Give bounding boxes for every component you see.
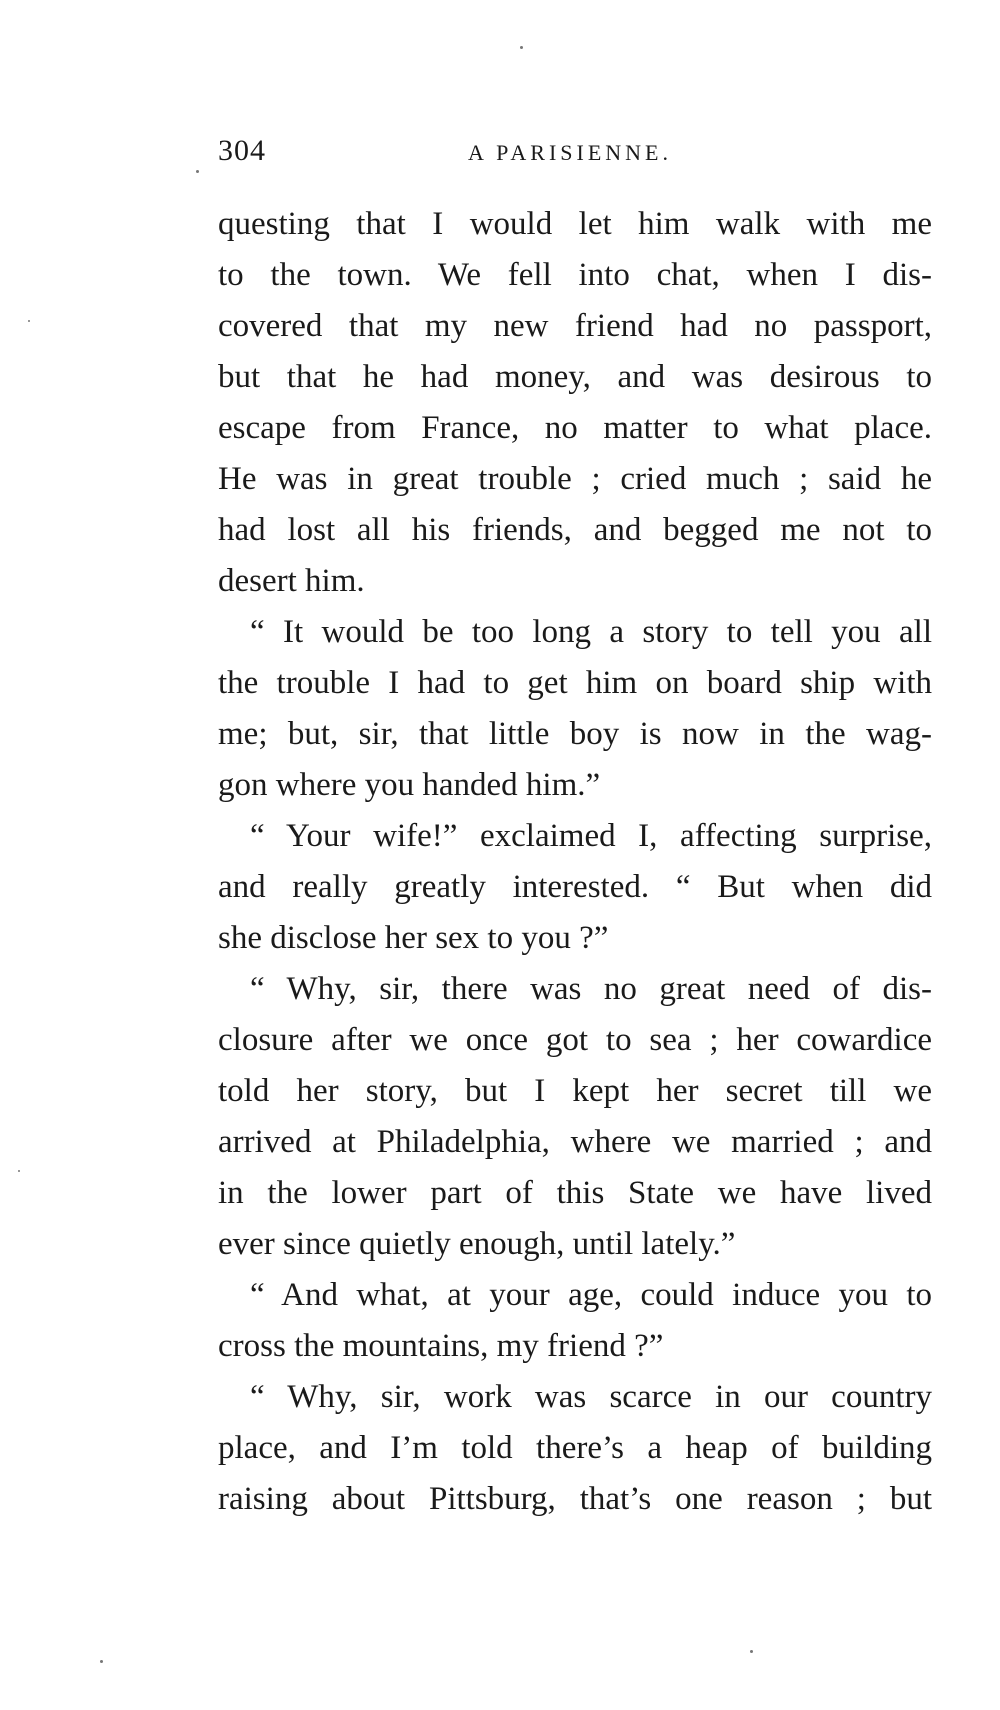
text-line: He was in great trouble ; cried much ; said he bbox=[218, 461, 932, 497]
running-title: A PARISIENNE. bbox=[468, 140, 672, 165]
text-line: but that he had money, and was desirous to bbox=[218, 359, 932, 395]
paper-speck bbox=[28, 320, 30, 322]
text-line: in the lower part of this State we have lived bbox=[218, 1175, 932, 1211]
text-line: desert him. bbox=[218, 563, 365, 599]
text-line: to the town. We fell into chat, when I dis- bbox=[218, 257, 932, 293]
paper-speck bbox=[18, 1170, 20, 1172]
text-line: the trouble I had to get him on board ship with bbox=[218, 665, 932, 701]
body-text bbox=[218, 199, 932, 1525]
text-line: closure after we once got to sea ; her cowardice bbox=[218, 1022, 932, 1058]
paper-speck bbox=[196, 170, 199, 173]
text-line: “ Your wife!” exclaimed I, affecting surprise, bbox=[250, 818, 932, 854]
text-line: me; but, sir, that little boy is now in the wag- bbox=[218, 716, 932, 752]
text-line: escape from France, no matter to what place. bbox=[218, 410, 932, 446]
paragraph bbox=[218, 964, 932, 1270]
text-line: and really greatly interested. “ But when did bbox=[218, 869, 932, 905]
text-line: “ It would be too long a story to tell you all bbox=[250, 614, 932, 650]
paragraph bbox=[218, 199, 932, 607]
paragraph bbox=[218, 1372, 932, 1525]
page-number: 304 bbox=[218, 134, 266, 167]
paper-speck bbox=[100, 1660, 103, 1663]
text-line: told her story, but I kept her secret till we bbox=[218, 1073, 932, 1109]
text-line: cross the mountains, my friend ?” bbox=[218, 1328, 664, 1364]
text-line: covered that my new friend had no passport, bbox=[218, 308, 932, 344]
text-line: she disclose her sex to you ?” bbox=[218, 920, 609, 956]
paragraph bbox=[218, 607, 932, 811]
text-line: arrived at Philadelphia, where we married ; and bbox=[218, 1124, 932, 1160]
text-line: “ And what, at your age, could induce you to bbox=[250, 1277, 932, 1313]
text-line: ever since quietly enough, until lately.” bbox=[218, 1226, 736, 1262]
running-head bbox=[218, 134, 930, 174]
text-line: raising about Pittsburg, that’s one reason ; but bbox=[218, 1481, 932, 1517]
text-line: place, and I’m told there’s a heap of building bbox=[218, 1430, 932, 1466]
text-line: questing that I would let him walk with me bbox=[218, 206, 932, 242]
text-line: “ Why, sir, work was scarce in our country bbox=[250, 1379, 932, 1415]
paper-speck bbox=[520, 46, 523, 49]
paragraph bbox=[218, 1270, 932, 1372]
paper-speck bbox=[750, 1650, 753, 1653]
text-line: had lost all his friends, and begged me not to bbox=[218, 512, 932, 548]
text-line: “ Why, sir, there was no great need of dis- bbox=[250, 971, 932, 1007]
text-line: gon where you handed him.” bbox=[218, 767, 601, 803]
paragraph bbox=[218, 811, 932, 964]
